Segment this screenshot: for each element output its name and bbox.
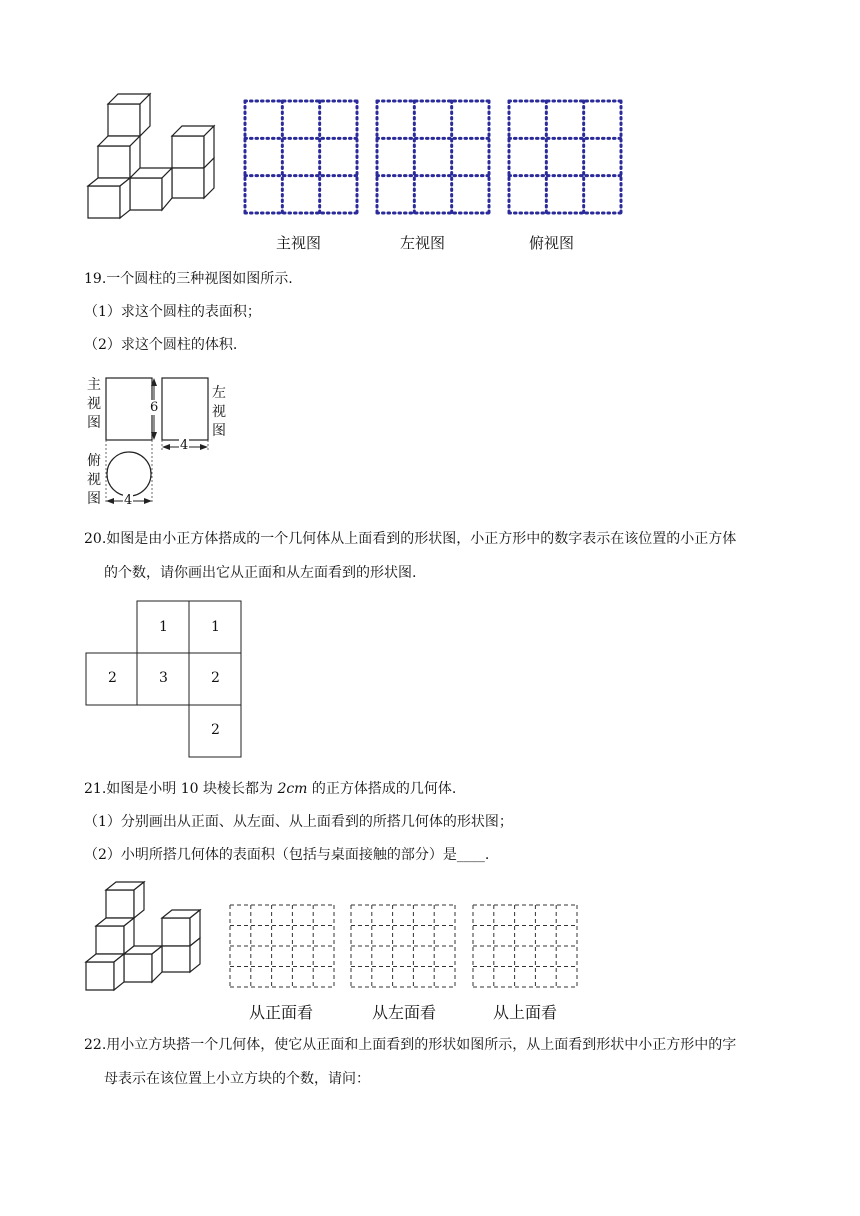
q21-caption-front: 从正面看 [249, 1003, 314, 1022]
q20-cell-r2c1: 2 [108, 670, 117, 686]
q21-part-1: （1）分别画出从正面、从左面、从上面看到的所搭几何体的形状图； [84, 814, 513, 830]
q20-cell-r1c3: 1 [211, 619, 220, 635]
q18-view-grid-front[interactable] [243, 99, 359, 215]
q21-view-grid-left[interactable] [349, 903, 457, 989]
q18-caption-front: 主视图 [276, 234, 322, 252]
q19-label-width-top: 4 [124, 493, 133, 508]
q22-line-2: 母表示在该位置上小立方块的个数，请问： [104, 1071, 370, 1087]
q19-label-width-left: 4 [180, 438, 189, 453]
q20-cell-r2c3: 2 [211, 670, 220, 686]
q22-line-1: 22.用小立方块搭一个几何体，使它从正面和上面看到的形状如图所示，从上面看到形状中小正方形中的字 [84, 1037, 737, 1053]
q20-cell-r1c2: 1 [159, 619, 168, 635]
q18-view-grid-left[interactable] [375, 99, 491, 215]
q19-label-height: 6 [150, 400, 159, 415]
q20-line-2: 的个数，请你画出它从正面和从左面看到的形状图. [104, 565, 417, 581]
q18-view-grid-top[interactable] [507, 99, 623, 215]
q21-caption-top: 从上面看 [493, 1003, 558, 1022]
q19-label-front: 主 视 图 [87, 377, 101, 431]
q19-title: 19.一个圆柱的三种视图如图所示. [84, 271, 293, 287]
q19-part-1: （1）求这个圆柱的表面积； [84, 304, 261, 320]
q21-part-2: （2）小明所搭几何体的表面积（包括与桌面接触的部分）是____. [84, 847, 490, 863]
q21-view-grid-top[interactable] [471, 903, 579, 989]
q19-part-2: （2）求这个圆柱的体积. [84, 337, 238, 353]
q18-solid-figure [84, 92, 224, 222]
q21-caption-left: 从左面看 [372, 1003, 437, 1022]
q20-line-1: 20.如图是由小正方体搭成的一个几何体从上面看到的形状图，小正方形中的数字表示在该位置的小正方体 [84, 531, 737, 547]
q18-caption-top: 俯视图 [529, 234, 575, 252]
q21-title: 21.如图是小明 10 块棱长都为 2cm 的正方体搭成的几何体. [84, 781, 457, 797]
q21-solid-figure [82, 880, 212, 992]
q19-label-left: 左 视 图 [212, 385, 226, 439]
q19-label-top: 俯 视 图 [87, 453, 101, 507]
q20-cell-r3c3: 2 [211, 722, 220, 738]
q18-caption-left: 左视图 [400, 234, 446, 252]
q20-cell-r2c2: 3 [159, 670, 168, 686]
q21-view-grid-front[interactable] [228, 903, 336, 989]
